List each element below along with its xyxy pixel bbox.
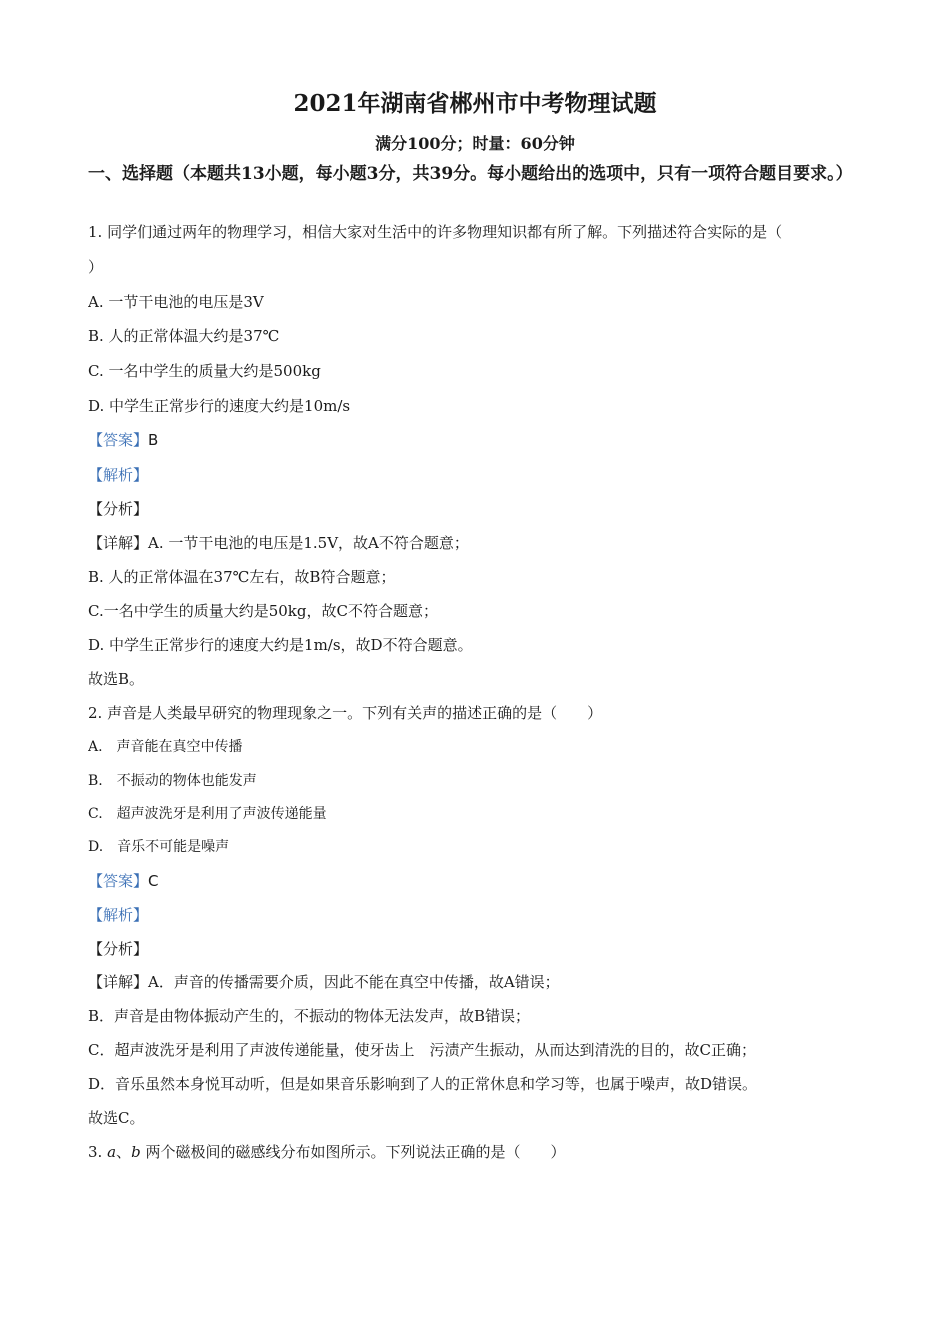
q2-analysis-tag: 【解析】	[88, 906, 149, 924]
q2-fenxi: 【分析】	[88, 940, 149, 958]
q2-detail-line2: B．声音是由物体振动产生的，不振动的物体无法发声，故B错误；	[88, 1007, 531, 1025]
q1-fenxi: 【分析】	[88, 500, 149, 518]
exam-subtitle: 满分100分；时量：60分钟	[375, 134, 575, 153]
q1-detail-line2: B. 人的正常体温在37℃左右，故B符合题意；	[88, 568, 396, 586]
q1-detail-line3: C.一名中学生的质量大约是50kg，故C不符合题意；	[88, 602, 438, 620]
q3-stem-rest: 两个磁极间的磁感线分布如图所示。下列说法正确的是（ ）	[145, 1143, 566, 1161]
q2-detail-line1: 【详解】A．声音的传播需要介质，因此不能在真空中传播，故A错误；	[88, 973, 560, 991]
q2-stem: 2. 声音是人类最早研究的物理现象之一。下列有关声的描述正确的是（ ）	[88, 704, 603, 722]
q1-answer-line	[88, 427, 878, 453]
q1-option-a: A. 一节干电池的电压是3V	[88, 293, 264, 311]
q1-option-d: D. 中学生正常步行的速度大约是10m/s	[88, 397, 351, 415]
q3-pole-b: b	[131, 1143, 141, 1161]
section-heading: 一、选择题（本题共13小题，每小题3分，共39分。每小题给出的选项中，只有一项符合题目要求。）	[88, 164, 853, 184]
q1-stem-line2: ）	[88, 258, 104, 276]
q1-answer-tag: 【答案】	[88, 431, 149, 449]
q2-conclusion: 故选C。	[88, 1109, 145, 1127]
q1-option-c: C. 一名中学生的质量大约是500kg	[88, 362, 321, 380]
q2-option-a: A. 声音能在真空中传播	[88, 739, 243, 755]
q1-detail-line4: D. 中学生正常步行的速度大约是1m/s，故D不符合题意。	[88, 636, 473, 654]
page-title: 2021年湖南省郴州市中考物理试题	[293, 90, 657, 117]
q3-number: 3.	[88, 1143, 103, 1161]
q2-option-d: D. 音乐不可能是噪声	[88, 839, 230, 855]
q3-pole-a: a	[107, 1143, 117, 1161]
q2-option-b: B. 不振动的物体也能发声	[88, 773, 257, 789]
q1-answer-value: B	[148, 431, 159, 449]
q1-analysis-tag: 【解析】	[88, 466, 149, 484]
q1-option-b: B. 人的正常体温大约是37℃	[88, 327, 280, 345]
q2-detail-line4: D．音乐虽然本身悦耳动听，但是如果音乐影响到了人的正常休息和学习等，也属于噪声，故D错误。	[88, 1075, 758, 1093]
q2-answer-tag: 【答案】	[88, 872, 149, 890]
q3-stem	[88, 1139, 878, 1165]
q1-stem-line1: 1. 同学们通过两年的物理学习，相信大家对生活中的许多物理知识都有所了解。下列描述符合实际的是（	[88, 223, 783, 241]
q2-detail-line3: C．超声波洗牙是利用了声波传递能量，使牙齿上 污渍产生振动，从而达到清洗的目的，故C正确；	[88, 1041, 756, 1059]
q2-option-c: C. 超声波洗牙是利用了声波传递能量	[88, 806, 327, 822]
q2-answer-value: C	[148, 872, 159, 890]
q3-separator: 、	[116, 1143, 132, 1161]
q1-detail-line1: 【详解】A. 一节干电池的电压是1.5V，故A不符合题意；	[88, 534, 469, 552]
q1-conclusion: 故选B。	[88, 670, 145, 688]
q2-answer-line	[88, 868, 878, 894]
